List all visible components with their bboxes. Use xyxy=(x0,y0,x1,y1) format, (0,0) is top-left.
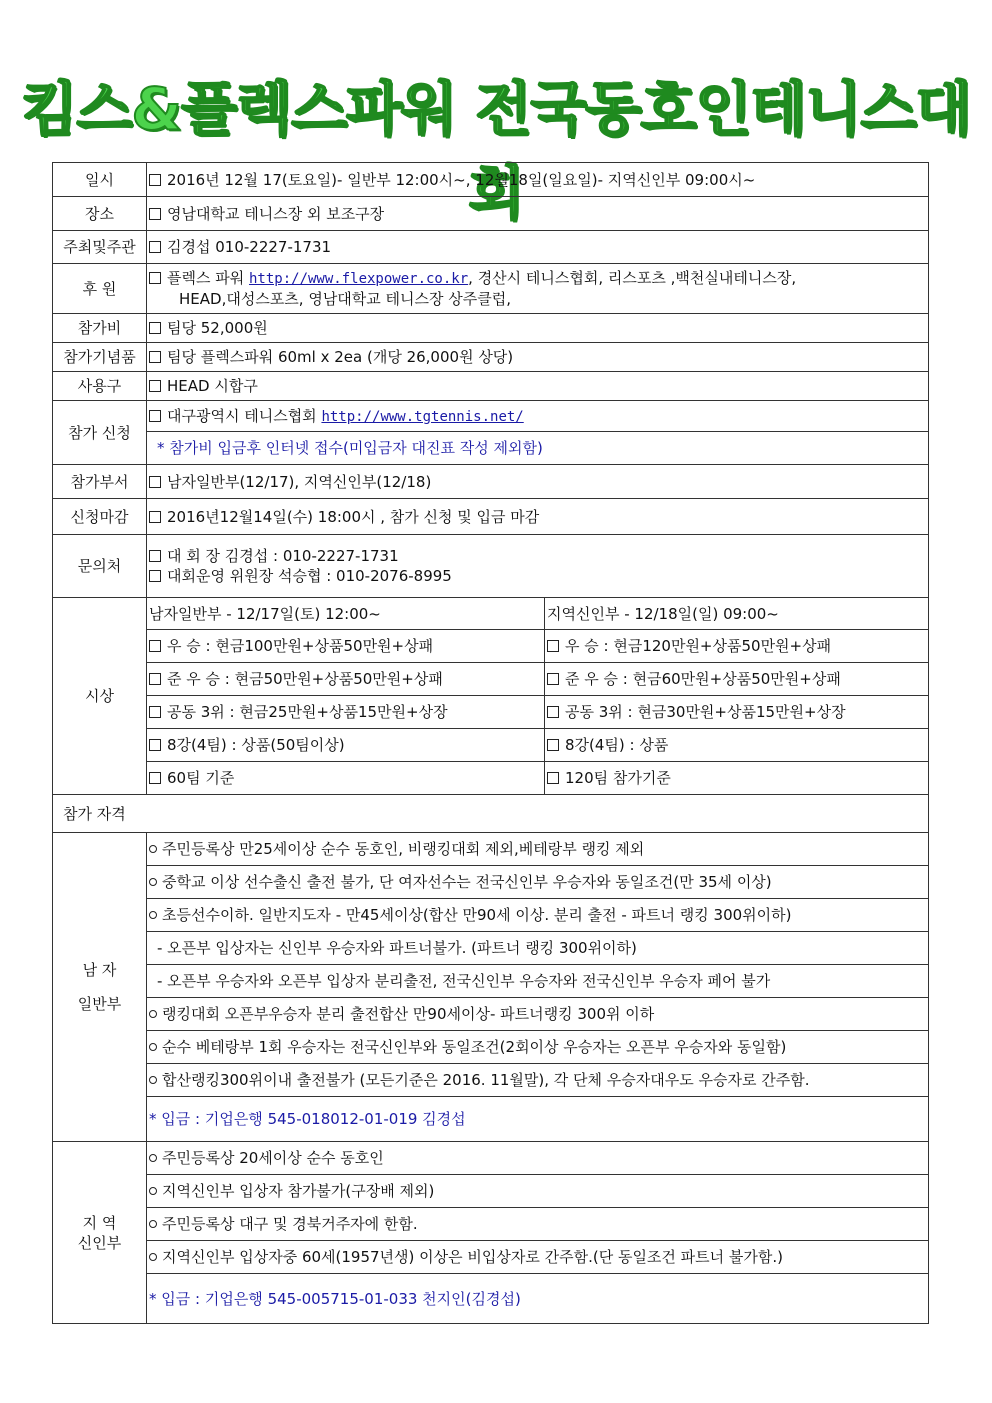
tournament-info-table xyxy=(52,162,929,1324)
row-local-deposit xyxy=(53,1274,929,1324)
sponsor-text-3: HEAD,대성스포츠, 영남대학교 테니스장 상주클럽, xyxy=(179,290,511,308)
checkbox-icon xyxy=(149,380,161,392)
value-fee: 팀당 52,000원 xyxy=(167,319,268,337)
label-apply: 참가 신청 xyxy=(53,401,147,465)
prize-right-2: 준 우 승 : 현금60만원+상품50만원+상패 xyxy=(565,670,841,688)
row-men-2 xyxy=(53,866,929,899)
row-prize-header xyxy=(53,598,929,630)
row-men-1 xyxy=(53,833,929,866)
bullet-icon xyxy=(149,1253,157,1261)
men-item-3: 초등선수이하. 일반지도자 - 만45세이상(합산 만90세 이상. 분리 출전 - 파트너 랭킹 300위이하) xyxy=(162,906,792,924)
prize-left-header: 남자일반부 - 12/17일(토) 12:00~ xyxy=(147,598,545,630)
men-item-4: - 오픈부 입상자는 신인부 우승자와 파트너불가. (파트너 랭킹 300위이하) xyxy=(147,932,929,965)
row-prize-2 xyxy=(53,663,929,696)
checkbox-icon xyxy=(149,208,161,220)
local-item-4: 지역신인부 입상자중 60세(1957년생) 이상은 비입상자로 간주함.(단 동일조건 파트너 불가함.) xyxy=(162,1248,784,1266)
men-deposit: * 입금 : 기업은행 545-018012-01-019 김경섭 xyxy=(147,1097,929,1142)
label-men-line-1: 남 자 xyxy=(82,961,117,979)
checkbox-icon xyxy=(547,673,559,685)
value-place: 영남대학교 테니스장 외 보조구장 xyxy=(167,204,385,223)
bullet-icon xyxy=(149,911,157,919)
row-apply xyxy=(53,401,929,432)
row-prize-4 xyxy=(53,729,929,762)
men-item-1: 주민등록상 만25세이상 순수 동호인, 비랭킹대회 제외,베테랑부 랭킹 제외 xyxy=(162,840,645,858)
value-gift: 팀당 플렉스파워 60ml x 2ea (개당 26,000원 상당) xyxy=(167,348,514,366)
prize-left-2: 준 우 승 : 현금50만원+상품50만원+상패 xyxy=(167,670,443,688)
bullet-icon xyxy=(149,1076,157,1084)
contact-line-2: 대회운영 위원장 석승협 : 010-2076-8995 xyxy=(167,567,452,585)
men-item-8: 합산랭킹300위이내 출전불가 (모든기준은 2016. 11월말), 각 단체 우승자대우도 우승자로 간주함. xyxy=(162,1071,810,1089)
row-local-3 xyxy=(53,1208,929,1241)
label-deadline: 신청마감 xyxy=(53,499,147,535)
prize-left-5: 60팀 기준 xyxy=(167,769,235,787)
local-item-1: 주민등록상 20세이상 순수 동호인 xyxy=(162,1149,384,1167)
bullet-icon xyxy=(149,1010,157,1018)
sponsor-text-2: , 경산시 테니스협회, 리스포츠 ,백천실내테니스장, xyxy=(468,269,797,287)
checkbox-icon xyxy=(547,706,559,718)
sponsor-text-1: 플렉스 파워 xyxy=(167,269,249,287)
label-local-line-2: 신인부 xyxy=(77,1233,122,1252)
prize-right-5: 120팀 참가기준 xyxy=(565,769,671,787)
label-qualification: 참가 자격 xyxy=(53,795,929,833)
row-men-deposit xyxy=(53,1097,929,1142)
row-prize-3 xyxy=(53,696,929,729)
row-local-4 xyxy=(53,1241,929,1274)
bullet-icon xyxy=(149,1220,157,1228)
men-item-6: 랭킹대회 오픈부우승자 분리 출전합산 만90세이상- 파트너랭킹 300위 이하 xyxy=(162,1005,655,1023)
row-date xyxy=(53,163,929,197)
value-apply: 대구광역시 테니스협회 xyxy=(167,406,322,425)
row-men-7 xyxy=(53,1031,929,1064)
row-gift xyxy=(53,343,929,372)
row-men-3 xyxy=(53,899,929,932)
row-ball xyxy=(53,372,929,401)
label-sponsor: 후 원 xyxy=(53,264,147,314)
checkbox-icon xyxy=(149,550,161,562)
tgtennis-link[interactable]: http://www.tgtennis.net/ xyxy=(321,408,524,425)
checkbox-icon xyxy=(149,772,161,784)
label-local xyxy=(53,1142,147,1324)
local-item-2: 지역신인부 입상자 참가불가(구장배 제외) xyxy=(162,1182,435,1200)
row-deadline xyxy=(53,499,929,535)
checkbox-icon xyxy=(547,640,559,652)
row-men-6 xyxy=(53,998,929,1031)
label-ball: 사용구 xyxy=(53,372,147,401)
label-place: 장소 xyxy=(53,197,147,231)
prize-right-header: 지역신인부 - 12/18일(일) 09:00~ xyxy=(545,598,929,630)
checkbox-icon xyxy=(547,739,559,751)
checkbox-icon xyxy=(149,511,161,523)
prize-right-3: 공동 3위 : 현금30만원+상품15만원+상장 xyxy=(565,703,846,721)
bullet-icon xyxy=(149,878,157,886)
value-deadline: 2016년12월14일(수) 18:00시 , 참가 신청 및 입금 마감 xyxy=(167,507,540,526)
label-contact: 문의처 xyxy=(53,535,147,598)
contact-line-1: 대 회 장 김경섭 : 010-2227-1731 xyxy=(167,547,399,565)
row-host xyxy=(53,231,929,264)
row-prize-1 xyxy=(53,630,929,663)
bullet-icon xyxy=(149,845,157,853)
value-divisions: 남자일반부(12/17), 지역신인부(12/18) xyxy=(167,472,432,491)
checkbox-icon xyxy=(547,772,559,784)
row-apply-note xyxy=(53,432,929,465)
men-item-5: - 오픈부 우승자와 오픈부 입상자 분리출전, 전국신인부 우승자와 전국신인부 우승자 페어 불가 xyxy=(147,965,929,998)
label-men-line-2: 일반부 xyxy=(77,995,122,1013)
bullet-icon xyxy=(149,1043,157,1051)
checkbox-icon xyxy=(149,410,161,422)
label-date: 일시 xyxy=(53,163,147,197)
men-item-2: 중학교 이상 선수출신 출전 불가, 단 여자선수는 전국신인부 우승자와 동일조건(만 35세 이상) xyxy=(162,873,772,891)
row-fee xyxy=(53,314,929,343)
checkbox-icon xyxy=(149,174,161,186)
row-qualification xyxy=(53,795,929,833)
checkbox-icon xyxy=(149,739,161,751)
men-item-7: 순수 베테랑부 1회 우승자는 전국신인부와 동일조건(2회이상 우승자는 오픈부 우승자와 동일함) xyxy=(162,1038,787,1056)
row-prize-5 xyxy=(53,762,929,795)
label-local-line-1: 지 역 xyxy=(82,1213,117,1232)
row-place xyxy=(53,197,929,231)
checkbox-icon xyxy=(149,706,161,718)
value-ball: HEAD 시합구 xyxy=(167,377,258,395)
checkbox-icon xyxy=(149,640,161,652)
bullet-icon xyxy=(149,1154,157,1162)
row-sponsor xyxy=(53,264,929,314)
row-men-8 xyxy=(53,1064,929,1097)
local-item-3: 주민등록상 대구 및 경북거주자에 한함. xyxy=(162,1215,418,1233)
checkbox-icon xyxy=(149,272,161,284)
prize-right-4: 8강(4팀) : 상품 xyxy=(565,736,669,754)
row-men-5 xyxy=(53,965,929,998)
label-host: 주최및주관 xyxy=(53,231,147,264)
row-men-4 xyxy=(53,932,929,965)
checkbox-icon xyxy=(149,673,161,685)
checkbox-icon xyxy=(149,476,161,488)
prize-left-1: 우 승 : 현금100만원+상품50만원+상패 xyxy=(167,637,434,655)
label-divisions: 참가부서 xyxy=(53,465,147,499)
value-host: 김경섭 010-2227-1731 xyxy=(167,238,332,256)
row-contact xyxy=(53,535,929,598)
checkbox-icon xyxy=(149,570,161,582)
label-fee: 참가비 xyxy=(53,314,147,343)
flexpower-link[interactable]: http://www.flexpower.co.kr xyxy=(249,271,469,287)
checkbox-icon xyxy=(149,351,161,363)
checkbox-icon xyxy=(149,241,161,253)
prize-left-3: 공동 3위 : 현금25만원+상품15만원+상장 xyxy=(167,703,448,721)
label-prize: 시상 xyxy=(53,598,147,795)
prize-left-4: 8강(4팀) : 상품(50팀이상) xyxy=(167,736,345,754)
checkbox-icon xyxy=(149,322,161,334)
label-gift: 참가기념품 xyxy=(53,343,147,372)
row-divisions xyxy=(53,465,929,499)
row-local-1 xyxy=(53,1142,929,1175)
row-local-2 xyxy=(53,1175,929,1208)
bullet-icon xyxy=(149,1187,157,1195)
page-title: 킴스&플렉스파워 전국동호인테니스대회 xyxy=(21,75,971,227)
label-men xyxy=(53,833,147,1142)
local-deposit: * 입금 : 기업은행 545-005715-01-033 천지인(김경섭) xyxy=(147,1274,929,1324)
value-date: 2016년 12월 17(토요일)- 일반부 12:00시~, 12월18일(일요일)- 지역신인부 09:00시~ xyxy=(167,170,756,189)
apply-note: * 참가비 입금후 인터넷 접수(미입금자 대진표 작성 제외함) xyxy=(147,432,929,465)
prize-right-1: 우 승 : 현금120만원+상품50만원+상패 xyxy=(565,637,832,655)
